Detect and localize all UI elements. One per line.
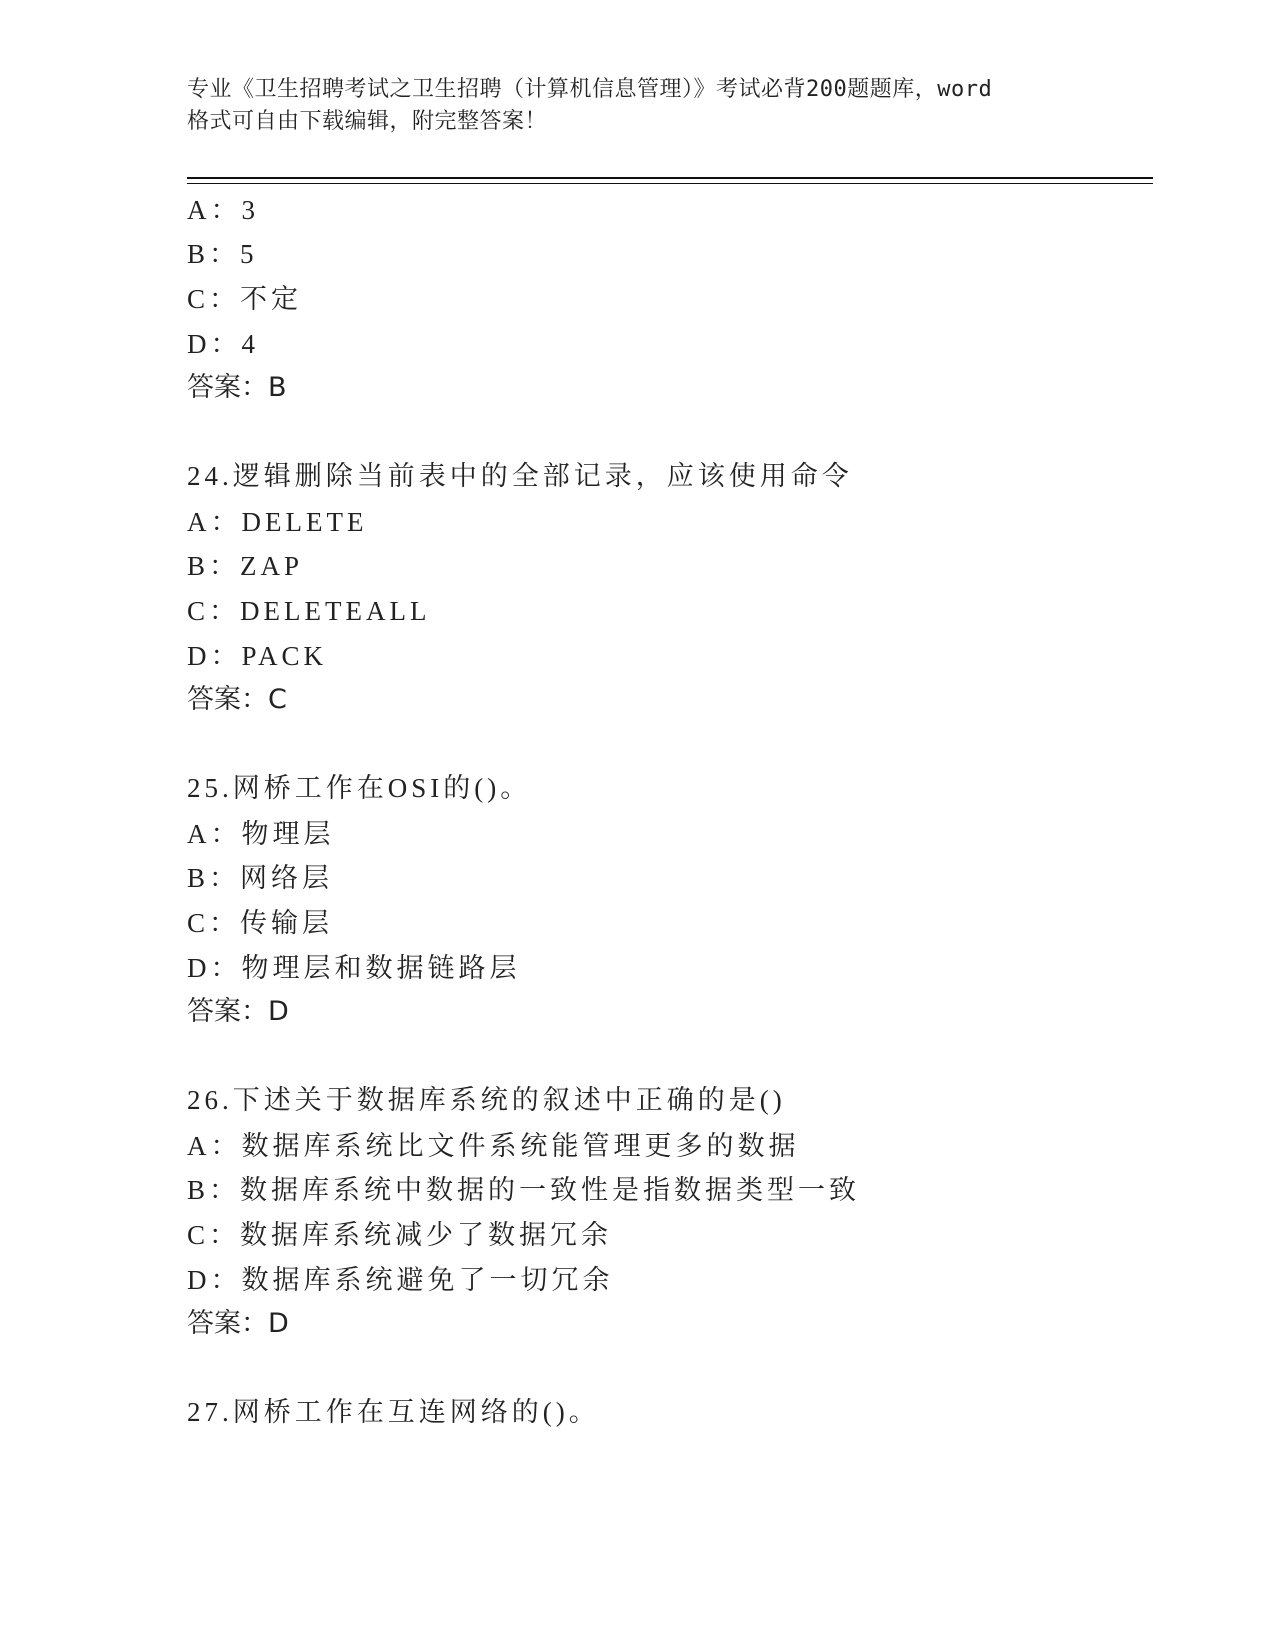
header-rule-thick <box>187 177 1153 179</box>
q24-option-d: D：PACK <box>187 641 328 671</box>
q26-option-c: C：数据库系统减少了数据冗余 <box>187 1220 613 1250</box>
q25-option-c: C：传输层 <box>187 908 334 938</box>
header-line-1: 专业《卫生招聘考试之卫生招聘（计算机信息管理）》考试必背200题题库，word <box>187 77 993 102</box>
q24-option-b: B：ZAP <box>187 551 304 581</box>
q24-stem: 24.逻辑删除当前表中的全部记录，应该使用命令 <box>187 461 853 491</box>
document-header <box>187 74 1087 138</box>
q23-option-c: C：不定 <box>187 284 303 314</box>
q26-stem: 26.下述关于数据库系统的叙述中正确的是() <box>187 1085 786 1115</box>
q27-stem: 27.网桥工作在互连网络的()。 <box>187 1397 600 1427</box>
q23-option-d: D：4 <box>187 329 259 359</box>
q26-option-b: B：数据库系统中数据的一致性是指数据类型一致 <box>187 1175 861 1205</box>
q25-option-a: A：物理层 <box>187 819 335 849</box>
q23-option-b: B：5 <box>187 239 258 269</box>
q24-option-a: A：DELETE <box>187 507 368 537</box>
q26-answer: 答案：D <box>187 1308 289 1339</box>
header-rule-thin <box>187 183 1153 184</box>
q23-option-a: A：3 <box>187 195 259 225</box>
q24-answer: 答案：C <box>187 684 287 715</box>
q25-option-d: D：物理层和数据链路层 <box>187 953 521 983</box>
q26-option-a: A：数据库系统比文件系统能管理更多的数据 <box>187 1131 800 1161</box>
q24-option-c: C：DELETEALL <box>187 596 431 626</box>
q25-answer: 答案：D <box>187 996 289 1027</box>
q26-option-d: D：数据库系统避免了一切冗余 <box>187 1265 614 1295</box>
q23-answer: 答案：B <box>187 372 287 403</box>
header-line-2: 格式可自由下载编辑，附完整答案！ <box>187 109 548 134</box>
q25-stem: 25.网桥工作在OSI的()。 <box>187 773 532 803</box>
q25-option-b: B：网络层 <box>187 863 334 893</box>
